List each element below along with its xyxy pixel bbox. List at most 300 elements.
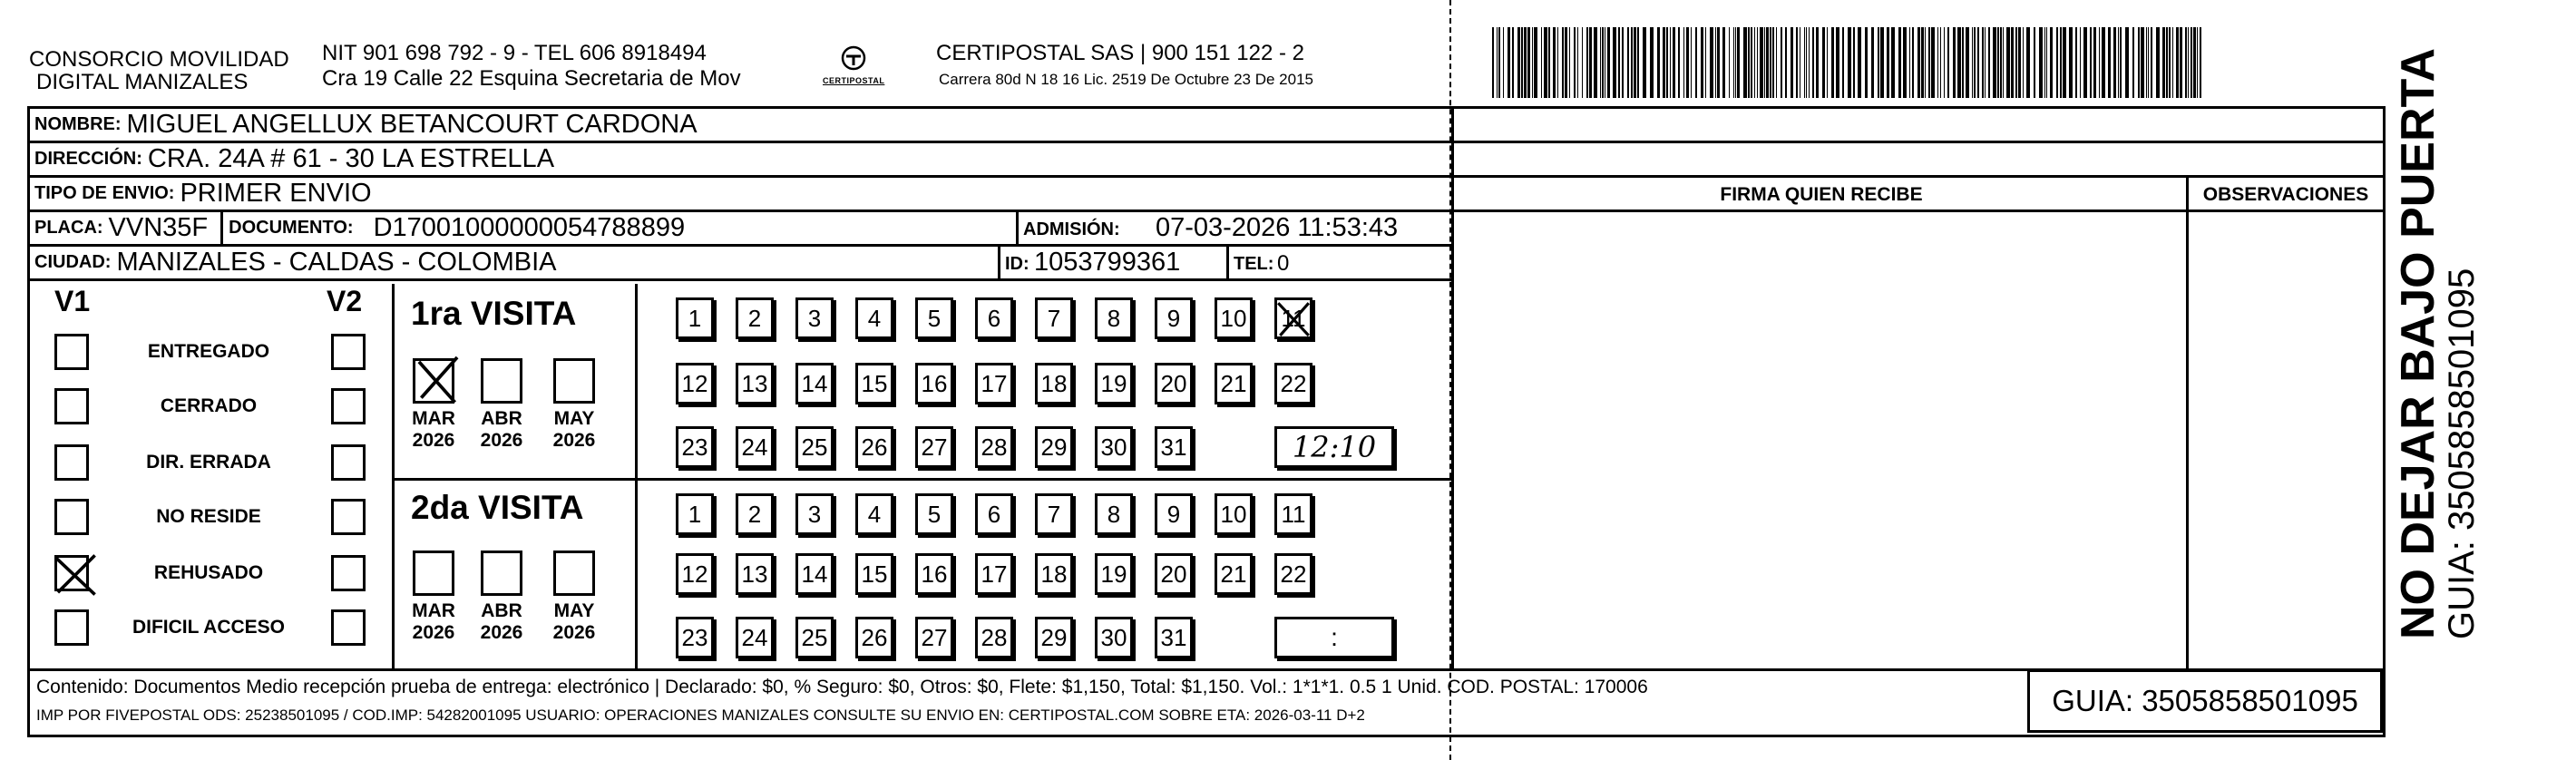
barcode-bar [1931,27,1935,98]
barcode-bar [1871,27,1874,98]
barcode-bar [1735,27,1736,98]
barcode-bar [1673,27,1675,98]
barcode-bar [2113,27,2116,98]
barcode-bar [1622,27,1624,98]
barcode-bar [1569,27,1570,98]
barcode-bar [1544,27,1547,98]
v2-checkbox[interactable] [331,555,366,591]
signature-label: FIRMA QUIEN RECIBE [1454,180,2189,212]
day-box[interactable]: 16 [915,363,953,404]
barcode-bar [1534,27,1537,98]
day-box[interactable]: 4 [855,493,893,535]
day-box[interactable]: 29 [1035,426,1073,468]
day-box[interactable]: 22 [1274,363,1312,404]
send-type-row [29,178,1451,212]
day-box[interactable]: 24 [736,617,774,658]
barcode-bar [1812,27,1814,98]
city-value: MANIZALES - CALDAS - COLOMBIA [116,248,557,277]
barcode-bar [2148,27,2149,98]
barcode-bar [1722,27,1725,98]
admission-value: 07-03-2026 11:53:43 [1156,213,1399,242]
address-row [29,143,1451,178]
barcode-bar [1562,27,1564,98]
barcode-bar [1503,27,1504,98]
visit2-title: 2da VISITA [411,489,584,526]
day-box[interactable]: 25 [795,617,834,658]
admission-label: ADMISIÓN: [1023,219,1120,239]
barcode-bar [1921,27,1924,98]
barcode-bar [1816,27,1819,98]
barcode-bar [2080,27,2081,98]
barcode-bar [2090,27,2092,98]
barcode-bar [2044,27,2045,98]
barcode-bar [1634,27,1636,98]
month-name: MAR [412,408,455,429]
month-checkbox[interactable] [553,358,595,404]
barcode-bar [1972,27,1973,98]
barcode-bar [1947,27,1949,98]
day-box[interactable]: 12 [676,553,714,595]
obs-divider [2186,178,2189,668]
day-box[interactable]: 14 [795,363,834,404]
barcode-bar [2118,27,2119,98]
side-panel [2392,47,2485,639]
barcode-bar [2046,27,2047,98]
barcode-bar [1966,27,1969,98]
tel-label: TEL: [1234,254,1274,274]
day-box[interactable]: 27 [915,426,953,468]
barcode-bar [2039,27,2043,98]
month-name: MAY [553,408,595,429]
barcode-bar [2169,27,2171,98]
barcode-bar [1527,27,1530,98]
day-box[interactable]: 4 [855,297,893,339]
barcode-bar [1691,27,1692,98]
day-box[interactable]: 18 [1035,553,1073,595]
barcode-bar [1988,27,1990,98]
barcode-bar [1858,27,1861,98]
month-year: 2026 [552,430,596,451]
barcode-bar [1650,27,1654,98]
barcode-bar [1618,27,1620,98]
barcode-bar [1678,27,1680,98]
barcode-bar [2093,27,2096,98]
month-checkbox[interactable] [413,358,454,404]
barcode-bar [1582,27,1583,98]
barcode-bar [1891,27,1895,98]
name-label: NOMBRE: [34,114,122,134]
month-checkbox[interactable] [481,551,522,596]
barcode-bar [2050,27,2053,98]
barcode-bar [1715,27,1716,98]
barcode-bar [1657,27,1660,98]
day-box[interactable]: 23 [676,617,714,658]
document-value: D17001000000054788899 [373,213,686,242]
v2-checkbox[interactable] [331,609,366,646]
day-box[interactable]: 26 [855,426,893,468]
barcode-bar [1521,27,1523,98]
day-box[interactable]: 30 [1095,617,1133,658]
barcode-bar [2120,27,2122,98]
day-box[interactable]: 31 [1155,426,1193,468]
day-box[interactable]: 8 [1095,297,1133,339]
courier-address: Carrera 80d N 18 16 Lic. 2519 De Octubre 23 De 2015 [939,71,1313,88]
right-line-2 [1451,175,2383,178]
logo-text: CERTIPOSTAL [823,76,885,85]
barcode-bar [1791,27,1793,98]
barcode-bar [2188,27,2189,98]
barcode-bar [1737,27,1740,98]
barcode-bar [1993,27,1996,98]
month-checkbox[interactable] [413,551,454,596]
barcode-bar [1785,27,1787,98]
barcode-bar [1925,27,1926,98]
barcode-bar [1553,27,1556,98]
time-field[interactable]: 12:10 [1274,426,1394,468]
day-box[interactable]: 6 [975,493,1013,535]
day-box[interactable]: 26 [855,617,893,658]
barcode-bar [1764,27,1765,98]
day-box[interactable] [1274,297,1312,339]
barcode-bar [2069,27,2073,98]
barcode-bar [1957,27,1961,98]
barcode-bar [1607,27,1610,98]
barcode-bar [1541,27,1542,98]
recipient-address: CRA. 24A # 61 - 30 LA ESTRELLA [147,144,555,173]
barcode-bar [1600,27,1601,98]
day-box[interactable]: 17 [975,363,1013,404]
month-name: MAY [553,600,595,621]
barcode-bar [1508,27,1510,98]
v2-checkbox[interactable] [331,499,366,535]
day-box[interactable]: 19 [1095,553,1133,595]
footer-contents: Contenido: Documentos Medio recepción prueba de entrega: electrónico | Declarado: $0, % Seguro: $0, Otros: $0, Flete: $1,150, Total: $1,150. Vol.: 1*1*1. 0.5 1 Unid. COD. POSTAL: 170006 [36,677,1648,697]
day-box[interactable]: 28 [975,617,1013,658]
day-box[interactable]: 5 [915,493,953,535]
v1-checkbox[interactable] [54,499,89,535]
plate-row [29,212,1451,247]
month-year: 2026 [552,622,596,643]
barcode-bar [2099,27,2100,98]
day-box[interactable]: 9 [1155,493,1193,535]
barcode-bar [1613,27,1616,98]
barcode-bar [2180,27,2182,98]
day-box[interactable]: 1 [676,297,714,339]
barcode-bar [1928,27,1930,98]
barcode-bar [1748,27,1750,98]
day-box[interactable]: 15 [855,363,893,404]
barcode-bar [1743,27,1747,98]
month-year: 2026 [412,430,455,451]
month-name: MAR [412,600,455,621]
barcode-bar [1887,27,1889,98]
barcode-bar [1909,27,1910,98]
barcode-bar [1710,27,1713,98]
barcode-bar [1806,27,1807,98]
barcode-bar [2063,27,2066,98]
day-box[interactable]: 18 [1035,363,1073,404]
barcode-bar [1548,27,1550,98]
v1-header: V1 [54,285,91,317]
barcode-bar [1766,27,1769,98]
barcode-bar [2060,27,2062,98]
day-box[interactable]: 25 [795,426,834,468]
barcode-bar [2108,27,2111,98]
v1-checkbox[interactable] [54,555,89,591]
barcode-bar [1822,27,1825,98]
month-name: ABR [481,600,522,621]
city-row [29,247,1451,281]
barcode-bar [1937,27,1938,98]
barcode-bar [1705,27,1706,98]
side-guia: GUIA: 3505858501095 [2442,268,2482,639]
day-box[interactable]: 31 [1155,617,1193,658]
day-box[interactable]: 28 [975,426,1013,468]
barcode-bar [1670,27,1671,98]
day-box[interactable]: 14 [795,553,834,595]
barcode-bar [1589,27,1592,98]
admission-divider [1016,212,1019,247]
barcode-bar [1602,27,1604,98]
barcode-bar [1557,27,1558,98]
v1-checkbox[interactable] [54,609,89,646]
day-box[interactable]: 6 [975,297,1013,339]
barcode-bar [1498,27,1500,98]
v2-checkbox[interactable] [331,444,366,481]
day-box[interactable]: 3 [795,297,834,339]
plate-label: PLACA: [34,218,103,238]
name-row [29,109,1451,143]
barcode-bar [2193,27,2196,98]
barcode-bar [2166,27,2168,98]
barcode-bar [2200,27,2201,98]
barcode-bar [1686,27,1689,98]
company-address: Cra 19 Calle 22 Esquina Secretaria de Mov [322,66,741,91]
barcode-bar [2162,27,2165,98]
barcode-bar [2125,27,2129,98]
id-value: 1053799361 [1034,248,1181,277]
barcode-bar [1733,27,1734,98]
day-box[interactable]: 2 [736,297,774,339]
barcode-bar [1898,27,1901,98]
barcode-bar [2141,27,2144,98]
barcode-bar [1878,27,1879,98]
day-box[interactable]: 16 [915,553,953,595]
day-box[interactable]: 7 [1035,297,1073,339]
month-label [406,600,461,644]
company-name-line2: DIGITAL MANIZALES [36,70,249,94]
status-option-label: ENTREGADO [147,341,270,362]
plate-divider [220,211,223,246]
barcode-bar [2011,27,2014,98]
day-box[interactable]: 1 [676,493,714,535]
barcode-bar [1524,27,1527,98]
tel-divider [1226,247,1229,281]
right-line-1 [1451,141,2383,143]
barcode-bar [2023,27,2024,98]
barcode-bar [1627,27,1629,98]
barcode [1492,27,2209,98]
month-year: 2026 [412,622,455,643]
day-box[interactable]: 21 [1215,363,1253,404]
month-checkbox[interactable] [553,551,595,596]
barcode-bar [2015,27,2017,98]
barcode-bar [1962,27,1964,98]
day-box[interactable]: 5 [915,297,953,339]
tel-value: 0 [1277,251,1290,276]
city-label: CIUDAD: [34,252,112,272]
barcode-bar [1666,27,1668,98]
day-box[interactable]: 2 [736,493,774,535]
status-option-label: CERRADO [160,395,258,416]
frame-right-line [2383,106,2386,737]
barcode-bar [1804,27,1805,98]
certipostal-logo [821,42,886,96]
barcode-bar [2056,27,2058,98]
send-type: PRIMER ENVIO [180,179,372,208]
status-option-label: DIFICIL ACCESO [132,617,285,638]
barcode-bar [1809,27,1810,98]
barcode-bar [1760,27,1763,98]
day-box[interactable]: 15 [855,553,893,595]
observations-label: OBSERVACIONES [2189,180,2383,212]
v2-header: V2 [327,285,363,317]
barcode-bar [2083,27,2087,98]
month-name: ABR [481,408,522,429]
day-box[interactable]: 30 [1095,426,1133,468]
barcode-bar [2026,27,2030,98]
barcode-bar [2000,27,2002,98]
day-box[interactable]: 29 [1035,617,1073,658]
day-number: 11 [1281,304,1306,332]
day-box[interactable]: 7 [1035,493,1073,535]
month-label [406,408,461,452]
barcode-bar [1497,27,1498,98]
barcode-bar [1594,27,1597,98]
month-label [547,600,601,644]
barcode-bar [1574,27,1576,98]
barcode-bar [1643,27,1646,98]
status-option-label: DIR. ERRADA [146,452,271,473]
v1-checkbox[interactable] [54,444,89,481]
day-box[interactable]: 12 [676,363,714,404]
barcode-bar [1853,27,1855,98]
barcode-bar [1754,27,1755,98]
barcode-bar [1831,27,1834,98]
barcode-bar [1729,27,1730,98]
barcode-bar [2151,27,2152,98]
id-label: ID: [1005,254,1029,274]
barcode-bar [2034,27,2035,98]
day-box[interactable]: 23 [676,426,714,468]
barcode-bar [2003,27,2004,98]
visit1-title: 1ra VISITA [411,295,577,332]
day-box[interactable]: 17 [975,553,1013,595]
barcode-bar [1842,27,1844,98]
no-dejar-warning: NO DEJAR BAJO PUERTA [2392,47,2444,639]
barcode-bar [2185,27,2187,98]
barcode-bar [1565,27,1567,98]
nit-line: NIT 901 698 792 - 9 - TEL 606 8918494 [322,41,707,65]
day-box[interactable]: 19 [1095,363,1133,404]
visit-divider [392,478,1451,481]
barcode-bar [1982,27,1984,98]
barcode-bar [1772,27,1774,98]
barcode-bar [1940,27,1941,98]
barcode-bar [1917,27,1920,98]
month-label [547,408,601,452]
barcode-bar [1944,27,1945,98]
day-box[interactable]: 13 [736,363,774,404]
address-label: DIRECCIÓN: [34,149,142,169]
barcode-bar [2075,27,2077,98]
barcode-bar [1977,27,1979,98]
day-box[interactable]: 11 [1274,493,1312,535]
barcode-bar [1683,27,1684,98]
barcode-bar [2132,27,2134,98]
day-box[interactable]: 13 [736,553,774,595]
time-field[interactable]: : [1274,617,1394,658]
barcode-bar [1663,27,1665,98]
day-box[interactable]: 9 [1155,297,1193,339]
month-checkbox[interactable] [481,358,522,404]
status-option-label: REHUSADO [153,562,264,583]
day-box[interactable]: 20 [1155,363,1193,404]
barcode-bar [1912,27,1914,98]
barcode-bar [1637,27,1639,98]
v2-checkbox[interactable] [331,388,366,424]
barcode-bar [1512,27,1514,98]
frame-bottom-line [27,735,2386,737]
barcode-bar [2018,27,2021,98]
v1-checkbox[interactable] [54,334,89,370]
barcode-bar [2138,27,2140,98]
barcode-bar [2006,27,2010,98]
day-box[interactable]: 27 [915,617,953,658]
day-box[interactable]: 24 [736,426,774,468]
day-box[interactable]: 3 [795,493,834,535]
barcode-bar [1577,27,1578,98]
v2-checkbox[interactable] [331,334,366,370]
barcode-bar [1532,27,1533,98]
barcode-bar [1517,27,1520,98]
barcode-bar [1865,27,1868,98]
barcode-bar [2197,27,2198,98]
barcode-bar [1770,27,1771,98]
courier-line: CERTIPOSTAL SAS | 900 151 122 - 2 [936,41,1304,65]
barcode-bar [1997,27,1999,98]
v1-checkbox[interactable] [54,388,89,424]
barcode-bar [2176,27,2179,98]
month-label [474,600,529,644]
month-year: 2026 [480,430,523,451]
barcode-bar [1781,27,1782,98]
status-option-label: NO RESIDE [156,506,261,527]
day-box[interactable]: 10 [1215,297,1253,339]
day-box[interactable]: 21 [1215,553,1253,595]
day-box[interactable]: 22 [1274,553,1312,595]
barcode-bar [1631,27,1633,98]
day-box[interactable]: 20 [1155,553,1193,595]
month-label [474,408,529,452]
barcode-bar [2191,27,2192,98]
day-box[interactable]: 8 [1095,493,1133,535]
barcode-bar [2146,27,2147,98]
day-box[interactable]: 10 [1215,493,1253,535]
barcode-bar [1903,27,1907,98]
barcode-bar [1492,27,1494,98]
barcode-bar [2172,27,2173,98]
